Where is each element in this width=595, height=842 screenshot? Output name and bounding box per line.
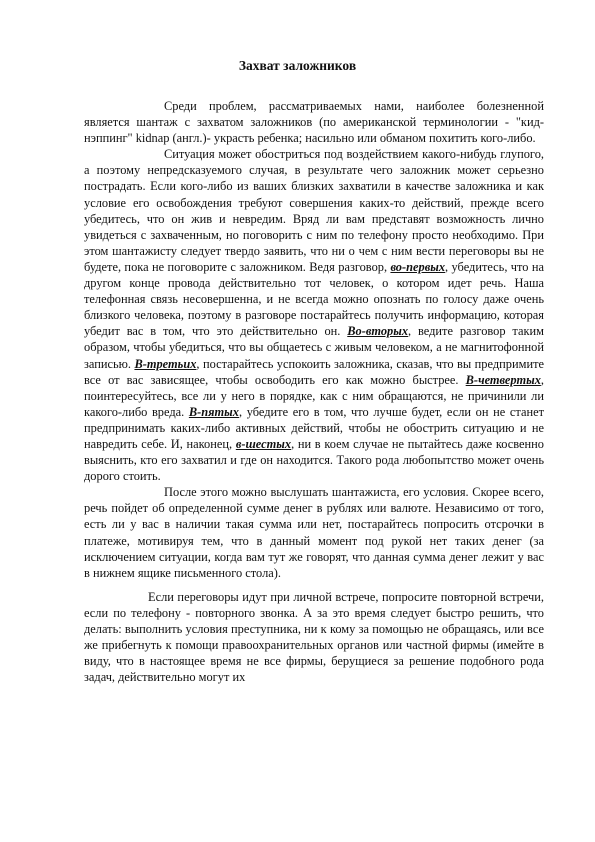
paragraph-2-text: , убедитесь, что на другом конце провода действительно тот человек, о котором идет речь. Наша телефонная связь несовершенна, и не всегда можно опознать по голосу даже очень близкого человека, поэтому в разговоре постарайтесь получить информацию, которая убедит вас в том, что это действительно он. [84, 259, 544, 339]
paragraph-2-text: , убедите его в том, что лучше будет, если он не станет предпринимать каких-либо активных действий, чтобы не обострить ситуацию и не навредить себе. И, наконец, [84, 404, 544, 451]
paragraph-2 [84, 146, 544, 484]
paragraph-2-text: Ситуация может обостриться под воздействием какого-нибудь глупого, а поэтому непредсказуемого случая, в результате чего заложник может серьезно пострадать. Если кого-либо из ваших близких захватили в качестве заложника и как условие его освобождения требуют совершения каких-то действий, прежде всего убедитесь, что он жив и невредим. Вряд ли вам представят возможность лично увидеться с захваченным, но поговорить с ним по телефону просто необходимо. При этом шантажисту следует твердо заявить, что ни о чем с ним вести переговоры вы не будете, пока не поговорите с заложником. Ведя разговор, [84, 147, 544, 274]
paragraph-1: Среди проблем, рассматриваемых нами, наиболее болезненной является шантаж с захватом заложников (по американской терминологии - "кид-нэппинг" kidnap (англ.)- украсть ребенка; насильно или обманом похитить кого-либо. [84, 99, 544, 146]
emphasis-third: В-третьих [134, 356, 197, 371]
document-body [84, 98, 544, 685]
paragraph-3: После этого можно выслушать шантажиста, его условия. Скорее всего, речь пойдет об определенной сумме денег в рублях или валюте. Независимо от того, есть ли у вас в наличии такая сумма или нет, постарайтесь попросить отсрочки в платеже, мотивируя тем, что в данный момент под рукой нет таких денег (за исключением ситуации, когда вам тут же говорят, что данная сумма денег лежит у вас в нижнем ящике письменного стола). [84, 485, 544, 580]
paragraph-4: Если переговоры идут при личной встрече, попросите повторной встречи, если по телефону - повторного звонка. А за это время следует быстро решить, что делать: выполнить условия преступника, ни к кому за помощью не обращаясь, или все же прибегнуть к помощи правоохранительных органов или частной фирмы (имейте в виду, что в настоящее время не все фирмы, берущиеся за решение подобного рода задач, действительно могут их [84, 589, 544, 685]
paragraph-2-text: , ведите разговор таким образом, чтобы убедиться, что вы общаетесь с живым человеком, а не магнитофонной записью. [84, 324, 544, 371]
paragraph-2-text: , постарайтесь успокоить заложника, сказав, что вы предпримите все от вас зависящее, чтобы освободить его как можно быстрее. [84, 356, 544, 387]
emphasis-second: Во-вторых [347, 324, 409, 339]
paragraph-2-text: , поинтересуйтесь, все ли у него в порядке, как с ним обращаются, не причинили ли какого-либо вреда. [84, 372, 544, 419]
emphasis-fourth: В-четвертых [465, 372, 541, 387]
page-title: Захват заложников [238, 58, 357, 73]
emphasis-sixth: в-шестых [235, 436, 292, 451]
emphasis-first: во-первых [390, 259, 446, 274]
paragraph-2-text: , ни в коем случае не пытайтесь даже косвенно выяснить, кто его захватил и где он находится. Такого рода любопытство может очень дорого стоить. [84, 436, 544, 484]
emphasis-fifth: В-пятых [188, 404, 239, 419]
